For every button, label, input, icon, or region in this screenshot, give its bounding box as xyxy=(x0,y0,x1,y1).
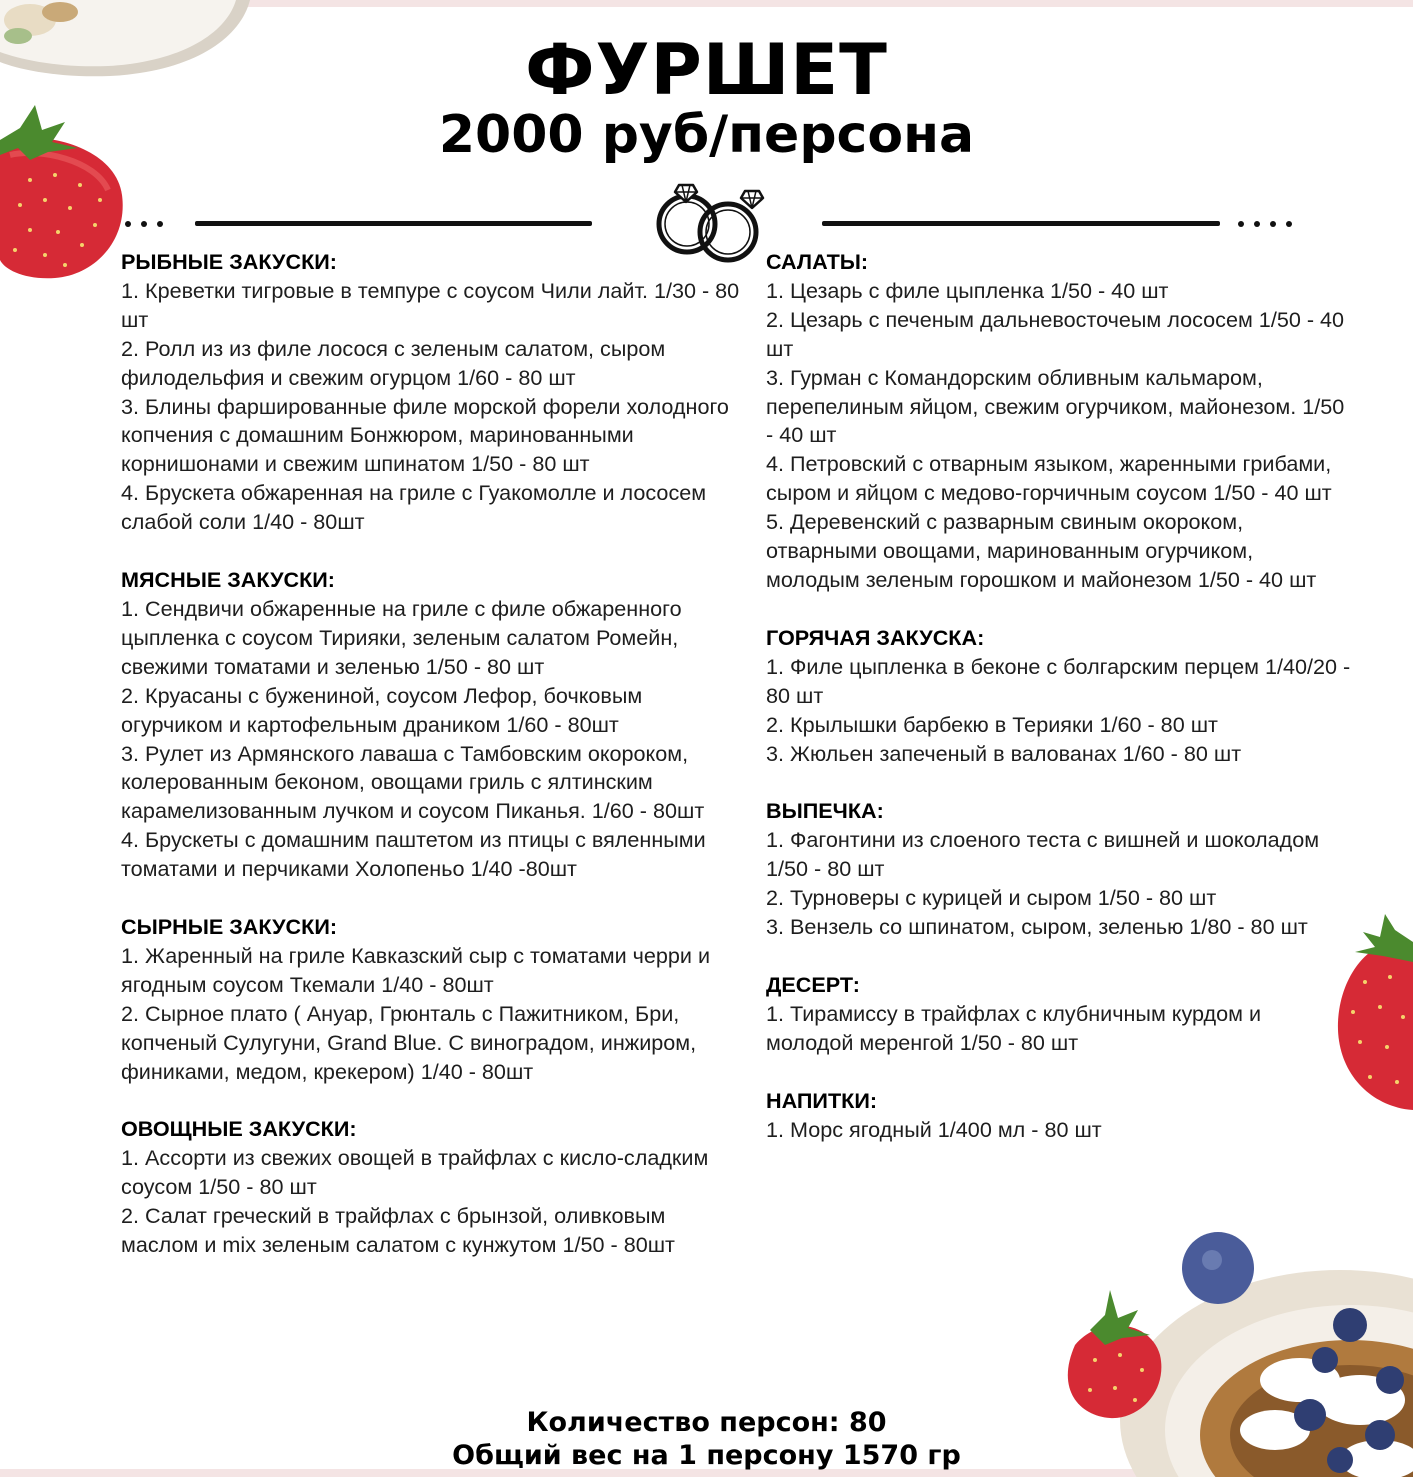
section-title: РЫБНЫЕ ЗАКУСКИ: xyxy=(121,249,337,274)
section-title: НАПИТКИ: xyxy=(766,1087,878,1113)
menu-item: 1. Сендвичи обжаренные на гриле с филе обжаренного цыпленка с соусом Тирияки, зеленым салатом Ромейн, свежими томатами и зеленью 1/50 - 80 шт xyxy=(121,595,682,679)
section-title: САЛАТЫ: xyxy=(766,249,869,274)
menu-item: 2. Крылышки барбекю в Терияки 1/60 - 80 шт xyxy=(766,711,1218,737)
divider-dots-left xyxy=(125,221,163,227)
menu-item: 2. Турноверы с курицей и сыром 1/50 - 80 шт xyxy=(766,885,1217,911)
menu-section xyxy=(121,913,746,1086)
menu-right-column xyxy=(766,248,1351,1173)
menu-item: 1. Цезарь с филе цыпленка 1/50 - 40 шт xyxy=(766,277,1169,303)
section-title: ОВОЩНЫЕ ЗАКУСКИ: xyxy=(121,1116,357,1142)
menu-item: 4. Брускета обжаренная на гриле с Гуакомолле и лососем слабой соли 1/40 - 80шт xyxy=(121,480,707,535)
menu-item: 3. Жюльен запеченый в валованах 1/60 - 80 шт xyxy=(766,740,1242,766)
section-title: ДЕСЕРТ: xyxy=(766,971,860,997)
menu-item: 1. Филе цыпленка в беконе с болгарским перцем 1/40/20 - 80 шт xyxy=(766,653,1351,708)
menu-item: 3. Вензель со шпинатом, сыром, зеленью 1/80 - 80 шт xyxy=(766,914,1308,940)
page-title: ФУРШЕТ xyxy=(525,29,888,111)
menu-left-column xyxy=(121,248,746,1289)
menu-item: 1. Креветки тигровые в темпуре с соусом Чили лайт. 1/30 - 80 шт xyxy=(121,277,740,332)
divider-line-left xyxy=(195,221,592,226)
menu-section xyxy=(766,797,1351,942)
menu-item: 3. Блины фаршированные филе морской форели холодного копчения с домашним Бонжюром, маринованными корнишонами и свежим шпинатом 1/50 - 80 шт xyxy=(121,393,729,477)
menu-item: 3. Рулет из Армянского лаваша с Тамбовским окороком, колерованным беконом, овощами гриль с ялтинским карамелизованным лучком и соусом Пиканья. 1/60 - 80шт xyxy=(121,740,705,824)
section-title: ВЫПЕЧКА: xyxy=(766,798,884,824)
menu-section xyxy=(766,248,1351,595)
menu-section xyxy=(121,566,746,884)
menu-section xyxy=(766,971,1351,1058)
menu-item: 1. Ассорти из свежих овощей в трайфлах с кисло-сладким соусом 1/50 - 80 шт xyxy=(121,1145,709,1200)
menu-section xyxy=(766,624,1351,769)
divider-line-right xyxy=(822,221,1220,226)
menu-item: 4. Брускеты с домашним паштетом из птицы с вяленными томатами и перчиками Холопеньо 1/40 -80шт xyxy=(121,827,706,882)
menu-item: 1. Фагонтини из слоеного теста с вишней и шоколадом 1/50 - 80 шт xyxy=(766,827,1320,882)
divider-dots-right xyxy=(1238,221,1292,227)
menu-item: 2. Круасаны с бужениной, соусом Лефор, бочковым огурчиком и картофельным драником 1/60 - 80шт xyxy=(121,682,643,737)
menu-item: 2. Ролл из из филе лосося с зеленым салатом, сыром филодельфия и свежим огурцом 1/60 - 80 шт xyxy=(121,335,666,390)
menu-item: 2. Сырное плато ( Ануар, Грюнталь с Пажитником, Бри, копченый Сулугуни, Grand Blue. С виноградом, инжиром, финиками, медом, крекером) 1/40 - 80шт xyxy=(121,1000,697,1084)
menu-item: 5. Деревенский с разварным свиным окороком, отварными овощами, маринованным огурчиком, молодым зеленым горошком и майонезом 1/50 - 40 шт xyxy=(766,509,1317,592)
menu-item: 1. Тирамиссу в трайфлах с клубничным курдом и молодой меренгой 1/50 - 80 шт xyxy=(766,1000,1262,1055)
section-title: МЯСНЫЕ ЗАКУСКИ: xyxy=(121,567,335,593)
persons-count: Количество персон: 80 xyxy=(526,1407,887,1438)
weight-per-person: Общий вес на 1 персону 1570 гр xyxy=(452,1440,961,1471)
menu-item: 2. Салат греческий в трайфлах с брынзой, оливковым маслом и mix зеленым салатом с кунжутом 1/50 - 80шт xyxy=(121,1203,675,1258)
price-per-person: 2000 руб/персона xyxy=(438,105,975,165)
menu-item: 4. Петровский с отварным языком, жаренными грибами, сыром и яйцом с медово-горчичным соусом 1/50 - 40 шт xyxy=(766,451,1332,506)
menu-item: 1. Жаренный на гриле Кавказский сыр с томатами черри и ягодным соусом Ткемали 1/40 - 80шт xyxy=(121,942,711,997)
menu-section xyxy=(121,1115,746,1260)
menu-section xyxy=(121,248,746,537)
menu-item: 2. Цезарь с печеным дальневосточеым лососем 1/50 - 40 шт xyxy=(766,306,1345,361)
section-title: ГОРЯЧАЯ ЗАКУСКА: xyxy=(766,624,985,650)
menu-item: 1. Морс ягодный 1/400 мл - 80 шт xyxy=(766,1116,1102,1142)
section-title: СЫРНЫЕ ЗАКУСКИ: xyxy=(121,914,338,940)
menu-section xyxy=(766,1087,1351,1145)
menu-item: 3. Гурман с Командорским обливным кальмаром, перепелиным яйцом, свежим огурчиком, майонезом. 1/50 - 40 шт xyxy=(766,364,1345,448)
